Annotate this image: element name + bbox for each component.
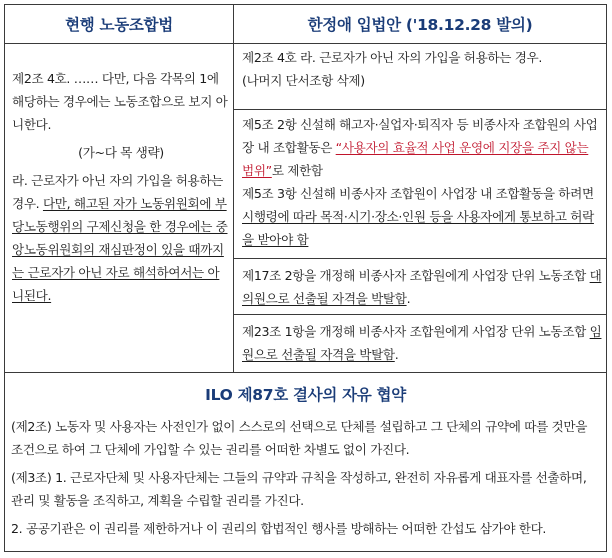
proposal-item-4-suffix: .	[394, 347, 399, 362]
ilo-article-3-1: (제3조) 1. 근로자단체 및 사용자단체는 그들의 규약과 규칙을 작성하고, 완전히 자유롭게 대표자를 선출하며, 관리 및 활동을 조직하고, 계획을 수립할 권리를 가진다.	[11, 470, 587, 508]
column-divider	[233, 5, 234, 373]
proposal-item-3-prefix: 제17조 2항을 개정해 비종사자 조합원에게 사업장 단위 노동조합	[242, 268, 586, 283]
current-law-intro: 제2조 4호. …… 다만, 다음 각목의 1에 해당하는 경우에는 노동조합으로 보지 아니한다.	[12, 71, 228, 132]
header-divider	[5, 43, 606, 44]
proposal-item-2a	[242, 113, 602, 182]
proposal-item-2b-underlined: 시행령에 따라 목적·시기·장소·인원 등을 사용자에게 통보하고 허락을 받아야 함	[242, 209, 594, 247]
current-law-cell	[12, 67, 230, 307]
proposal-item-2	[242, 113, 602, 251]
ilo-section-title: ILO 제87호 결사의 자유 협약	[205, 386, 406, 404]
row-divider	[234, 314, 606, 315]
current-law-omitted: (가~다 목 생략)	[78, 145, 164, 160]
proposal-item-2a-highlight: “사용자의 효율적 사업 운영에 지장을 주지 않는 범위”	[242, 140, 589, 178]
proposal-item-4-underlined: 임원으로 선출될 자격을 박탈함	[242, 324, 602, 362]
current-law-ra-proviso: 다만, 해고된 자가 노동위원회에 부당노동행위의 구제신청을 한 경우에는 중앙노동위원회의 재심판정이 있을 때까지는 근로자가 아닌 자로 해석하여서는 아니된다.	[12, 196, 228, 303]
proposal-item-3-text	[242, 264, 602, 310]
proposal-item-2b	[242, 182, 602, 251]
row-divider	[234, 258, 606, 259]
proposal-item-3	[242, 264, 602, 310]
proposal-item-3-suffix: .	[406, 291, 411, 306]
proposal-item-1-text: 제2조 4호 라. 근로자가 아닌 자의 가입을 허용하는 경우.	[242, 50, 542, 65]
proposal-item-2a-suffix: 로 제한함	[271, 163, 323, 178]
ilo-article-3-2: 2. 공공기관은 이 권리를 제한하거나 이 권리의 합법적인 행사를 방해하는 어떠한 간섭도 삼가야 한다.	[11, 521, 547, 536]
current-law-ra	[12, 169, 230, 307]
ilo-article-2: (제2조) 노동자 및 사용자는 사전인가 없이 스스로의 선택으로 단체를 설립하고 그 단체의 규약에 따를 것만을 조건으로 하여 그 단체에 가입할 수 있는 권리를 어떠한 차별도 없이 가진다.	[11, 419, 588, 457]
row-divider	[234, 109, 606, 110]
proposal-item-1-note: (나머지 단서조항 삭제)	[242, 73, 365, 88]
proposal-item-4-prefix: 제23조 1항을 개정해 비종사자 조합원에게 사업장 단위 노동조합	[242, 324, 586, 339]
proposal-item-1	[242, 46, 602, 92]
proposal-item-2a-prefix: 제5조 2항 신설해 해고자·실업자·퇴직자 등 비종사자 조합원의 사업장 내 조합활동은	[242, 117, 598, 155]
header-proposal: 한정애 입법안 ('18.12.28 발의)	[307, 16, 533, 34]
proposal-item-3-underlined: 대의원으로 선출될 자격을 박탈함	[242, 268, 602, 306]
header-current-law: 현행 노동조합법	[65, 16, 173, 34]
proposal-item-4	[242, 320, 602, 366]
ilo-section-body	[11, 415, 601, 540]
proposal-item-2b-prefix: 제5조 3항 신설해 비종사자 조합원이 사업장 내 조합활동을 하려면	[242, 186, 594, 201]
current-law-ra-prefix: 라. 근로자가 아닌 자의 가입을 허용하는 경우.	[12, 173, 223, 211]
comparison-table	[4, 4, 607, 552]
section-divider	[5, 372, 606, 373]
proposal-item-4-text	[242, 320, 602, 366]
